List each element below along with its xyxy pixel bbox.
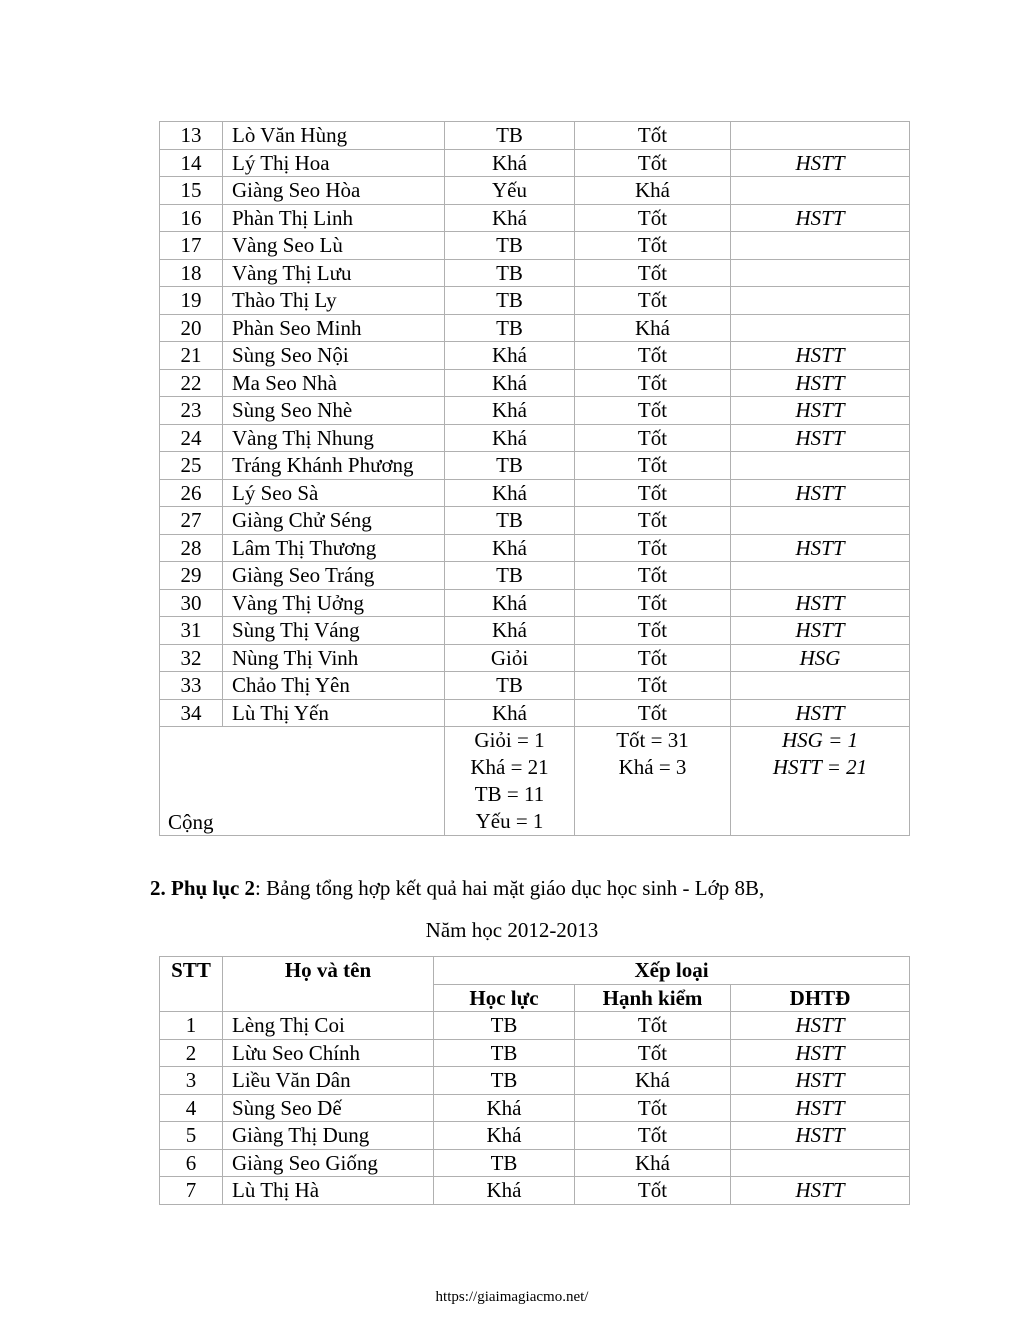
- table-row: [160, 562, 910, 590]
- cell-stt: 24: [160, 424, 223, 452]
- cell-name: Lý Thị Hoa: [223, 149, 445, 177]
- cell-name: Giàng Seo Giống: [223, 1149, 434, 1177]
- table-row: [160, 287, 910, 315]
- cell-name: Phàn Seo Minh: [223, 314, 445, 342]
- cell-name: Sùng Seo Nhè: [223, 397, 445, 425]
- cell-name: Chảo Thị Yên: [223, 672, 445, 700]
- results-table-8b: [159, 956, 910, 1205]
- cell-dhtd: HSTT: [731, 1012, 910, 1040]
- cell-dhtd: HSTT: [731, 1122, 910, 1150]
- cell-hoc-luc: TB: [445, 287, 575, 315]
- cell-hoc-luc: Khá: [445, 479, 575, 507]
- cell-hanh-kiem: Tốt: [575, 424, 731, 452]
- table-row: [160, 397, 910, 425]
- cell-hoc-luc: TB: [445, 259, 575, 287]
- cell-hoc-luc: TB: [434, 1149, 575, 1177]
- cell-hoc-luc: Khá: [445, 397, 575, 425]
- cell-dhtd: [731, 314, 910, 342]
- table-row: [160, 479, 910, 507]
- cell-name: Vàng Thị Nhung: [223, 424, 445, 452]
- cell-dhtd: HSTT: [731, 204, 910, 232]
- cell-dhtd: HSTT: [731, 589, 910, 617]
- cell-hoc-luc: TB: [434, 1039, 575, 1067]
- cell-name: Lù Thị Hà: [223, 1177, 434, 1205]
- summary-row: [160, 727, 910, 836]
- footer-url: https://giaimagiacmo.net/: [435, 1289, 589, 1305]
- cell-dhtd: [731, 259, 910, 287]
- cell-dhtd: [731, 1149, 910, 1177]
- cell-dhtd: HSTT: [731, 1094, 910, 1122]
- table-row: [160, 699, 910, 727]
- cell-dhtd: HSTT: [731, 1177, 910, 1205]
- cell-name: Vàng Seo Lù: [223, 232, 445, 260]
- cell-hoc-luc: Khá: [445, 699, 575, 727]
- table-row: [160, 259, 910, 287]
- cell-hoc-luc: Khá: [434, 1177, 575, 1205]
- table-row: [160, 177, 910, 205]
- cell-stt: 3: [160, 1067, 223, 1095]
- cell-hanh-kiem: Tốt: [575, 672, 731, 700]
- cell-hanh-kiem: Tốt: [575, 369, 731, 397]
- table-row: [160, 122, 910, 150]
- cell-dhtd: HSG: [731, 644, 910, 672]
- cell-stt: 29: [160, 562, 223, 590]
- cell-stt: 15: [160, 177, 223, 205]
- cell-stt: 27: [160, 507, 223, 535]
- table-row: [160, 1067, 910, 1095]
- cell-dhtd: HSTT: [731, 479, 910, 507]
- cell-hanh-kiem: Tốt: [575, 507, 731, 535]
- section-heading-text: : Bảng tổng hợp kết quả hai mặt giáo dục học sinh - Lớp 8B,: [255, 876, 765, 900]
- cell-hanh-kiem: Tốt: [575, 1122, 731, 1150]
- cell-name: Tráng Khánh Phương: [223, 452, 445, 480]
- cell-stt: 26: [160, 479, 223, 507]
- cell-hoc-luc: TB: [434, 1012, 575, 1040]
- results-table-8b-body: [160, 1012, 910, 1205]
- table-row: [160, 1039, 910, 1067]
- cell-stt: 20: [160, 314, 223, 342]
- cell-hanh-kiem: Tốt: [575, 204, 731, 232]
- cell-name: Giàng Chử Séng: [223, 507, 445, 535]
- cell-hoc-luc: Yếu: [445, 177, 575, 205]
- cell-hoc-luc: TB: [445, 452, 575, 480]
- cell-name: Sùng Seo Dế: [223, 1094, 434, 1122]
- cell-hoc-luc: Khá: [445, 589, 575, 617]
- cell-hanh-kiem: Khá: [575, 1149, 731, 1177]
- cell-dhtd: [731, 452, 910, 480]
- cell-hoc-luc: Khá: [434, 1094, 575, 1122]
- header-dhtd: DHTĐ: [731, 984, 910, 1012]
- cell-hoc-luc: Khá: [445, 204, 575, 232]
- cell-stt: 21: [160, 342, 223, 370]
- header-row-1: [160, 957, 910, 985]
- cell-stt: 2: [160, 1039, 223, 1067]
- summary-line: Yếu = 1: [475, 809, 544, 833]
- cell-dhtd: [731, 507, 910, 535]
- cell-hanh-kiem: Tốt: [575, 562, 731, 590]
- table-row: [160, 672, 910, 700]
- cell-hanh-kiem: Tốt: [575, 342, 731, 370]
- cell-stt: 25: [160, 452, 223, 480]
- cell-hoc-luc: Khá: [445, 369, 575, 397]
- table-row: [160, 424, 910, 452]
- cell-stt: 32: [160, 644, 223, 672]
- table-row: [160, 1177, 910, 1205]
- table-row: [160, 369, 910, 397]
- cell-dhtd: [731, 672, 910, 700]
- cell-hoc-luc: Khá: [434, 1122, 575, 1150]
- cell-stt: 30: [160, 589, 223, 617]
- table-row: [160, 1012, 910, 1040]
- summary-line: Khá = 21: [470, 755, 549, 779]
- cell-name: Vàng Thị Lưu: [223, 259, 445, 287]
- summary-hoc-luc: [445, 727, 575, 836]
- cell-hanh-kiem: Khá: [575, 314, 731, 342]
- cell-hoc-luc: TB: [445, 232, 575, 260]
- cell-hanh-kiem: Tốt: [575, 589, 731, 617]
- cell-hanh-kiem: Tốt: [575, 1094, 731, 1122]
- summary-hanh-kiem: [575, 727, 731, 836]
- cell-stt: 19: [160, 287, 223, 315]
- cell-dhtd: [731, 177, 910, 205]
- table-row: [160, 452, 910, 480]
- header-stt: STT: [160, 957, 223, 1012]
- cell-stt: 28: [160, 534, 223, 562]
- cell-hoc-luc: Khá: [445, 617, 575, 645]
- section-heading: [150, 876, 764, 901]
- summary-dhtd: [731, 727, 910, 836]
- cell-stt: 23: [160, 397, 223, 425]
- cell-stt: 17: [160, 232, 223, 260]
- cell-stt: 34: [160, 699, 223, 727]
- cell-stt: 13: [160, 122, 223, 150]
- cell-name: Sùng Seo Nội: [223, 342, 445, 370]
- cell-name: Thào Thị Ly: [223, 287, 445, 315]
- summary-line: Khá = 3: [618, 755, 687, 779]
- cell-hoc-luc: TB: [445, 507, 575, 535]
- cell-dhtd: HSTT: [731, 369, 910, 397]
- cell-hoc-luc: TB: [445, 314, 575, 342]
- cell-hoc-luc: TB: [445, 672, 575, 700]
- cell-hanh-kiem: Tốt: [575, 1039, 731, 1067]
- results-table-continued: [159, 121, 910, 836]
- cell-stt: 5: [160, 1122, 223, 1150]
- cell-hoc-luc: Khá: [445, 149, 575, 177]
- header-name: Họ và tên: [223, 957, 434, 1012]
- cell-hanh-kiem: Tốt: [575, 1177, 731, 1205]
- cell-dhtd: [731, 562, 910, 590]
- cell-dhtd: HSTT: [731, 397, 910, 425]
- cell-dhtd: HSTT: [731, 617, 910, 645]
- cell-hanh-kiem: Tốt: [575, 287, 731, 315]
- cell-name: Sùng Thị Váng: [223, 617, 445, 645]
- summary-line: HSG = 1: [781, 728, 858, 752]
- cell-dhtd: HSTT: [731, 1067, 910, 1095]
- cell-hoc-luc: Khá: [445, 534, 575, 562]
- cell-hanh-kiem: Tốt: [575, 259, 731, 287]
- cell-hanh-kiem: Khá: [575, 1067, 731, 1095]
- cell-hanh-kiem: Tốt: [575, 149, 731, 177]
- cell-name: Lù Thị Yến: [223, 699, 445, 727]
- cell-stt: 33: [160, 672, 223, 700]
- cell-hanh-kiem: Tốt: [575, 534, 731, 562]
- cell-hanh-kiem: Tốt: [575, 699, 731, 727]
- cell-name: Lý Seo Sà: [223, 479, 445, 507]
- table-row: [160, 149, 910, 177]
- cell-hoc-luc: TB: [445, 122, 575, 150]
- cell-hoc-luc: Khá: [445, 424, 575, 452]
- table-row: [160, 589, 910, 617]
- cell-name: Nùng Thị Vinh: [223, 644, 445, 672]
- header-hanh-kiem: Hạnh kiểm: [575, 984, 731, 1012]
- cell-stt: 4: [160, 1094, 223, 1122]
- table-row: [160, 1122, 910, 1150]
- table-row: [160, 534, 910, 562]
- cell-dhtd: HSTT: [731, 424, 910, 452]
- summary-line: Tốt = 31: [616, 728, 689, 752]
- table-row: [160, 232, 910, 260]
- table-row: [160, 617, 910, 645]
- cell-hanh-kiem: Tốt: [575, 1012, 731, 1040]
- table-row: [160, 314, 910, 342]
- cell-stt: 31: [160, 617, 223, 645]
- cell-name: Phàn Thị Linh: [223, 204, 445, 232]
- cell-stt: 22: [160, 369, 223, 397]
- cell-name: Giàng Thị Dung: [223, 1122, 434, 1150]
- cell-name: Liều Văn Dân: [223, 1067, 434, 1095]
- cell-hoc-luc: TB: [434, 1067, 575, 1095]
- summary-label: Cộng: [160, 727, 445, 836]
- section-heading-bold: 2. Phụ lục 2: [150, 876, 256, 900]
- cell-hanh-kiem: Tốt: [575, 452, 731, 480]
- cell-dhtd: [731, 122, 910, 150]
- cell-stt: 16: [160, 204, 223, 232]
- cell-dhtd: HSTT: [731, 699, 910, 727]
- table-row: [160, 204, 910, 232]
- summary-line: Giỏi = 1: [474, 728, 545, 752]
- cell-stt: 7: [160, 1177, 223, 1205]
- cell-hanh-kiem: Khá: [575, 177, 731, 205]
- header-xep-loai: Xếp loại: [434, 957, 910, 985]
- table-row: [160, 1149, 910, 1177]
- table-row: [160, 342, 910, 370]
- cell-dhtd: HSTT: [731, 534, 910, 562]
- cell-stt: 14: [160, 149, 223, 177]
- cell-name: Lèng Thị Coi: [223, 1012, 434, 1040]
- header-hoc-luc: Học lực: [434, 984, 575, 1012]
- cell-stt: 6: [160, 1149, 223, 1177]
- cell-hanh-kiem: Tốt: [575, 644, 731, 672]
- cell-name: Vàng Thị Uởng: [223, 589, 445, 617]
- cell-stt: 18: [160, 259, 223, 287]
- cell-hanh-kiem: Tốt: [575, 232, 731, 260]
- cell-name: Giàng Seo Tráng: [223, 562, 445, 590]
- table-row: [160, 1094, 910, 1122]
- cell-name: Lừu Seo Chính: [223, 1039, 434, 1067]
- cell-name: Giàng Seo Hòa: [223, 177, 445, 205]
- cell-name: Lâm Thị Thương: [223, 534, 445, 562]
- cell-hanh-kiem: Tốt: [575, 479, 731, 507]
- cell-hoc-luc: TB: [445, 562, 575, 590]
- section-subheading: Năm học 2012-2013: [425, 918, 599, 942]
- results-table-body: [160, 122, 910, 727]
- cell-dhtd: HSTT: [731, 342, 910, 370]
- summary-line: HSTT = 21: [772, 755, 868, 779]
- table-row: [160, 507, 910, 535]
- cell-hanh-kiem: Tốt: [575, 122, 731, 150]
- cell-name: Lò Văn Hùng: [223, 122, 445, 150]
- cell-dhtd: HSTT: [731, 1039, 910, 1067]
- cell-stt: 1: [160, 1012, 223, 1040]
- summary-line: TB = 11: [474, 782, 545, 806]
- cell-hoc-luc: Giỏi: [445, 644, 575, 672]
- cell-name: Ma Seo Nhà: [223, 369, 445, 397]
- cell-hanh-kiem: Tốt: [575, 397, 731, 425]
- cell-dhtd: [731, 232, 910, 260]
- cell-hoc-luc: Khá: [445, 342, 575, 370]
- table-row: [160, 644, 910, 672]
- cell-dhtd: [731, 287, 910, 315]
- cell-dhtd: HSTT: [731, 149, 910, 177]
- cell-hanh-kiem: Tốt: [575, 617, 731, 645]
